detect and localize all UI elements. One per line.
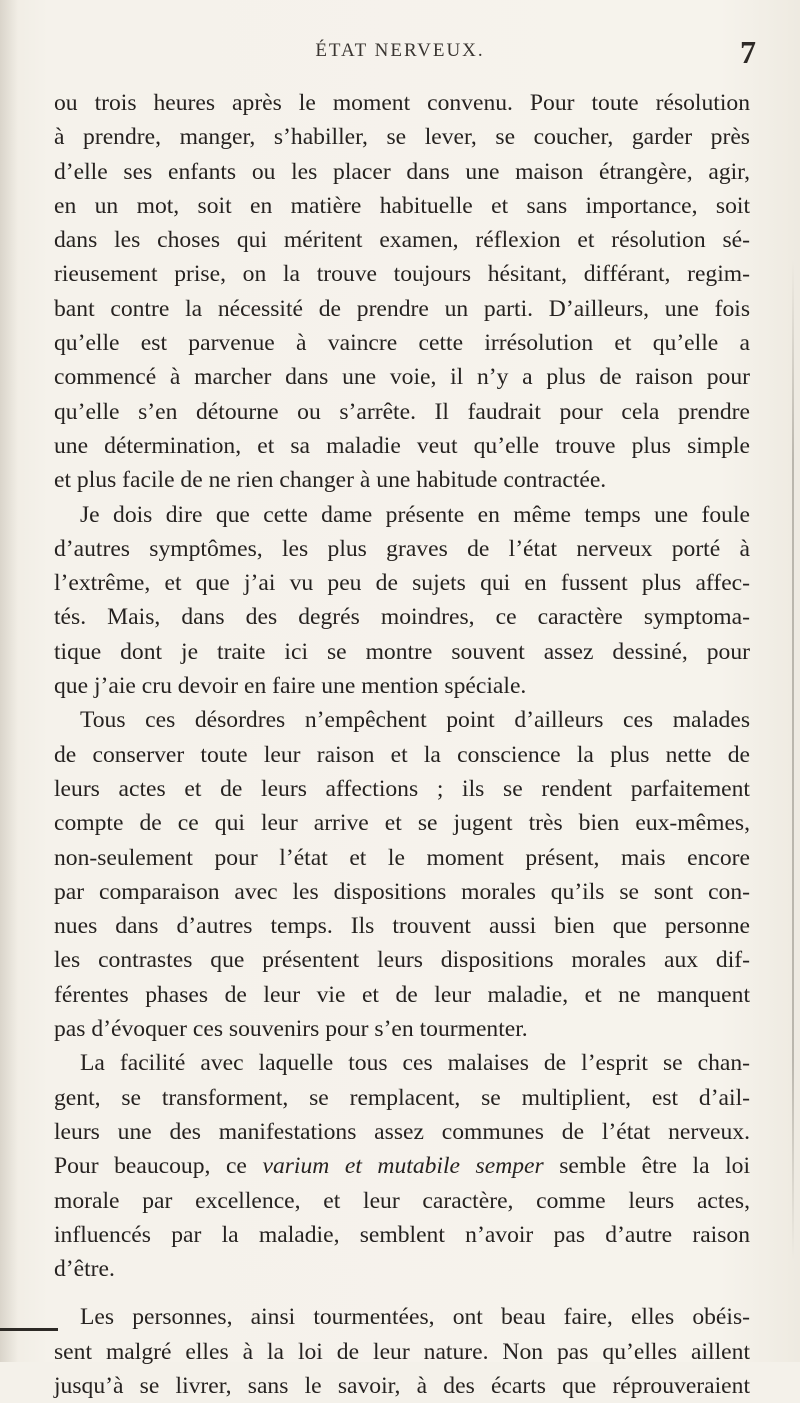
line-prefix: Pour beaucoup, ce: [54, 1153, 263, 1180]
text-line: compte de ce qui leur arrive et se jugent très bien eux-mêmes,: [54, 810, 750, 837]
text-line: en un mot, soit en matière habituelle et sans importance, soit: [54, 192, 750, 219]
text-line: gent, se transforment, se remplacent, se multiplient, est d’ail-: [54, 1084, 750, 1111]
text-line: férentes phases de leur vie et de leur maladie, et ne manquent: [54, 981, 750, 1008]
text-line: non-seulement pour l’état et le moment présent, mais encore: [54, 844, 750, 871]
text-line: une détermination, et sa maladie veut qu’elle trouve plus simple: [54, 432, 750, 459]
page-edge-shadow: [792, 260, 794, 1260]
paragraph-start-line: Les personnes, ainsi tourmentées, ont beau faire, elles obéis-: [80, 1304, 750, 1331]
text-line: d’autres symptômes, les plus graves de l’état nerveux porté à: [54, 535, 750, 562]
text-line: sent malgré elles à la loi de leur nature. Non pas qu’elles aillent: [54, 1338, 750, 1365]
text-line-with-latin-quote: [54, 1149, 750, 1183]
page-number: 7: [740, 34, 756, 70]
text-line: tés. Mais, dans des degrés moindres, ce caractère symptoma-: [54, 604, 750, 631]
text-line: qu’elle est parvenue à vaincre cette irrésolution et qu’elle a: [54, 330, 750, 357]
text-line: que j’aie cru devoir en faire une mention spéciale.: [54, 673, 527, 700]
line-suffix: semble être la loi: [543, 1153, 750, 1180]
text-line: d’être.: [54, 1256, 115, 1283]
text-line: jusqu’à se livrer, sans le savoir, à des écarts que réprouveraient: [54, 1372, 750, 1399]
paragraph-start-line: Je dois dire que cette dame présente en même temps une foule: [80, 501, 750, 528]
text-line: d’elle ses enfants ou les placer dans une maison étrangère, agir,: [54, 158, 750, 185]
latin-quote: varium et mutabile semper: [262, 1153, 544, 1180]
gutter-shadow: [0, 0, 18, 1362]
text-line: dans les choses qui méritent examen, réflexion et résolution sé-: [54, 227, 750, 254]
paragraph-start-line: La facilité avec laquelle tous ces malaises de l’esprit se chan-: [80, 1050, 750, 1077]
text-line: influencés par la maladie, semblent n’avoir pas d’autre raison: [54, 1221, 750, 1248]
text-line: qu’elle s’en détourne ou s’arrête. Il faudrait pour cela prendre: [54, 398, 750, 425]
text-line: de conserver toute leur raison et la conscience la plus nette de: [54, 741, 750, 768]
text-line: ou trois heures après le moment convenu. Pour toute résolution: [54, 90, 750, 116]
text-line: les contrastes que présentent leurs dispositions morales aux dif-: [54, 947, 750, 974]
text-line: et plus facile de ne rien changer à une habitude contractée.: [54, 467, 607, 494]
running-title: ÉTAT NERVEUX.: [315, 40, 485, 61]
text-line: bant contre la nécessité de prendre un parti. D’ailleurs, une fois: [54, 295, 750, 322]
text-line: rieusement prise, on la trouve toujours hésitant, différant, regim-: [54, 261, 750, 288]
text-line: commencé à marcher dans une voie, il n’y a plus de raison pour: [54, 364, 750, 391]
text-line: leurs une des manifestations assez communes de l’état nerveux.: [54, 1118, 750, 1145]
text-line: tique dont je traite ici se montre souvent assez dessiné, pour: [54, 638, 750, 665]
text-line: leurs actes et de leurs affections ; ils se rendent parfaitement: [54, 775, 750, 802]
page-header: [0, 34, 800, 70]
paragraph-start-line: Tous ces désordres n’empêchent point d’ailleurs ces malades: [80, 707, 750, 734]
text-line: nues dans d’autres temps. Ils trouvent aussi bien que personne: [54, 913, 750, 940]
text-line: par comparaison avec les dispositions morales qu’ils se sont con-: [54, 878, 750, 905]
text-line: l’extrême, et que j’ai vu peu de sujets qui en fussent plus affec-: [54, 570, 750, 597]
text-line: morale par excellence, et leur caractère, comme leurs actes,: [54, 1187, 750, 1214]
text-line: à prendre, manger, s’habiller, se lever, se coucher, garder près: [54, 124, 750, 151]
body-text: [54, 86, 750, 1403]
margin-mark: [0, 1328, 58, 1331]
text-line: pas d’évoquer ces souvenirs pour s’en tourmenter.: [54, 1016, 528, 1043]
